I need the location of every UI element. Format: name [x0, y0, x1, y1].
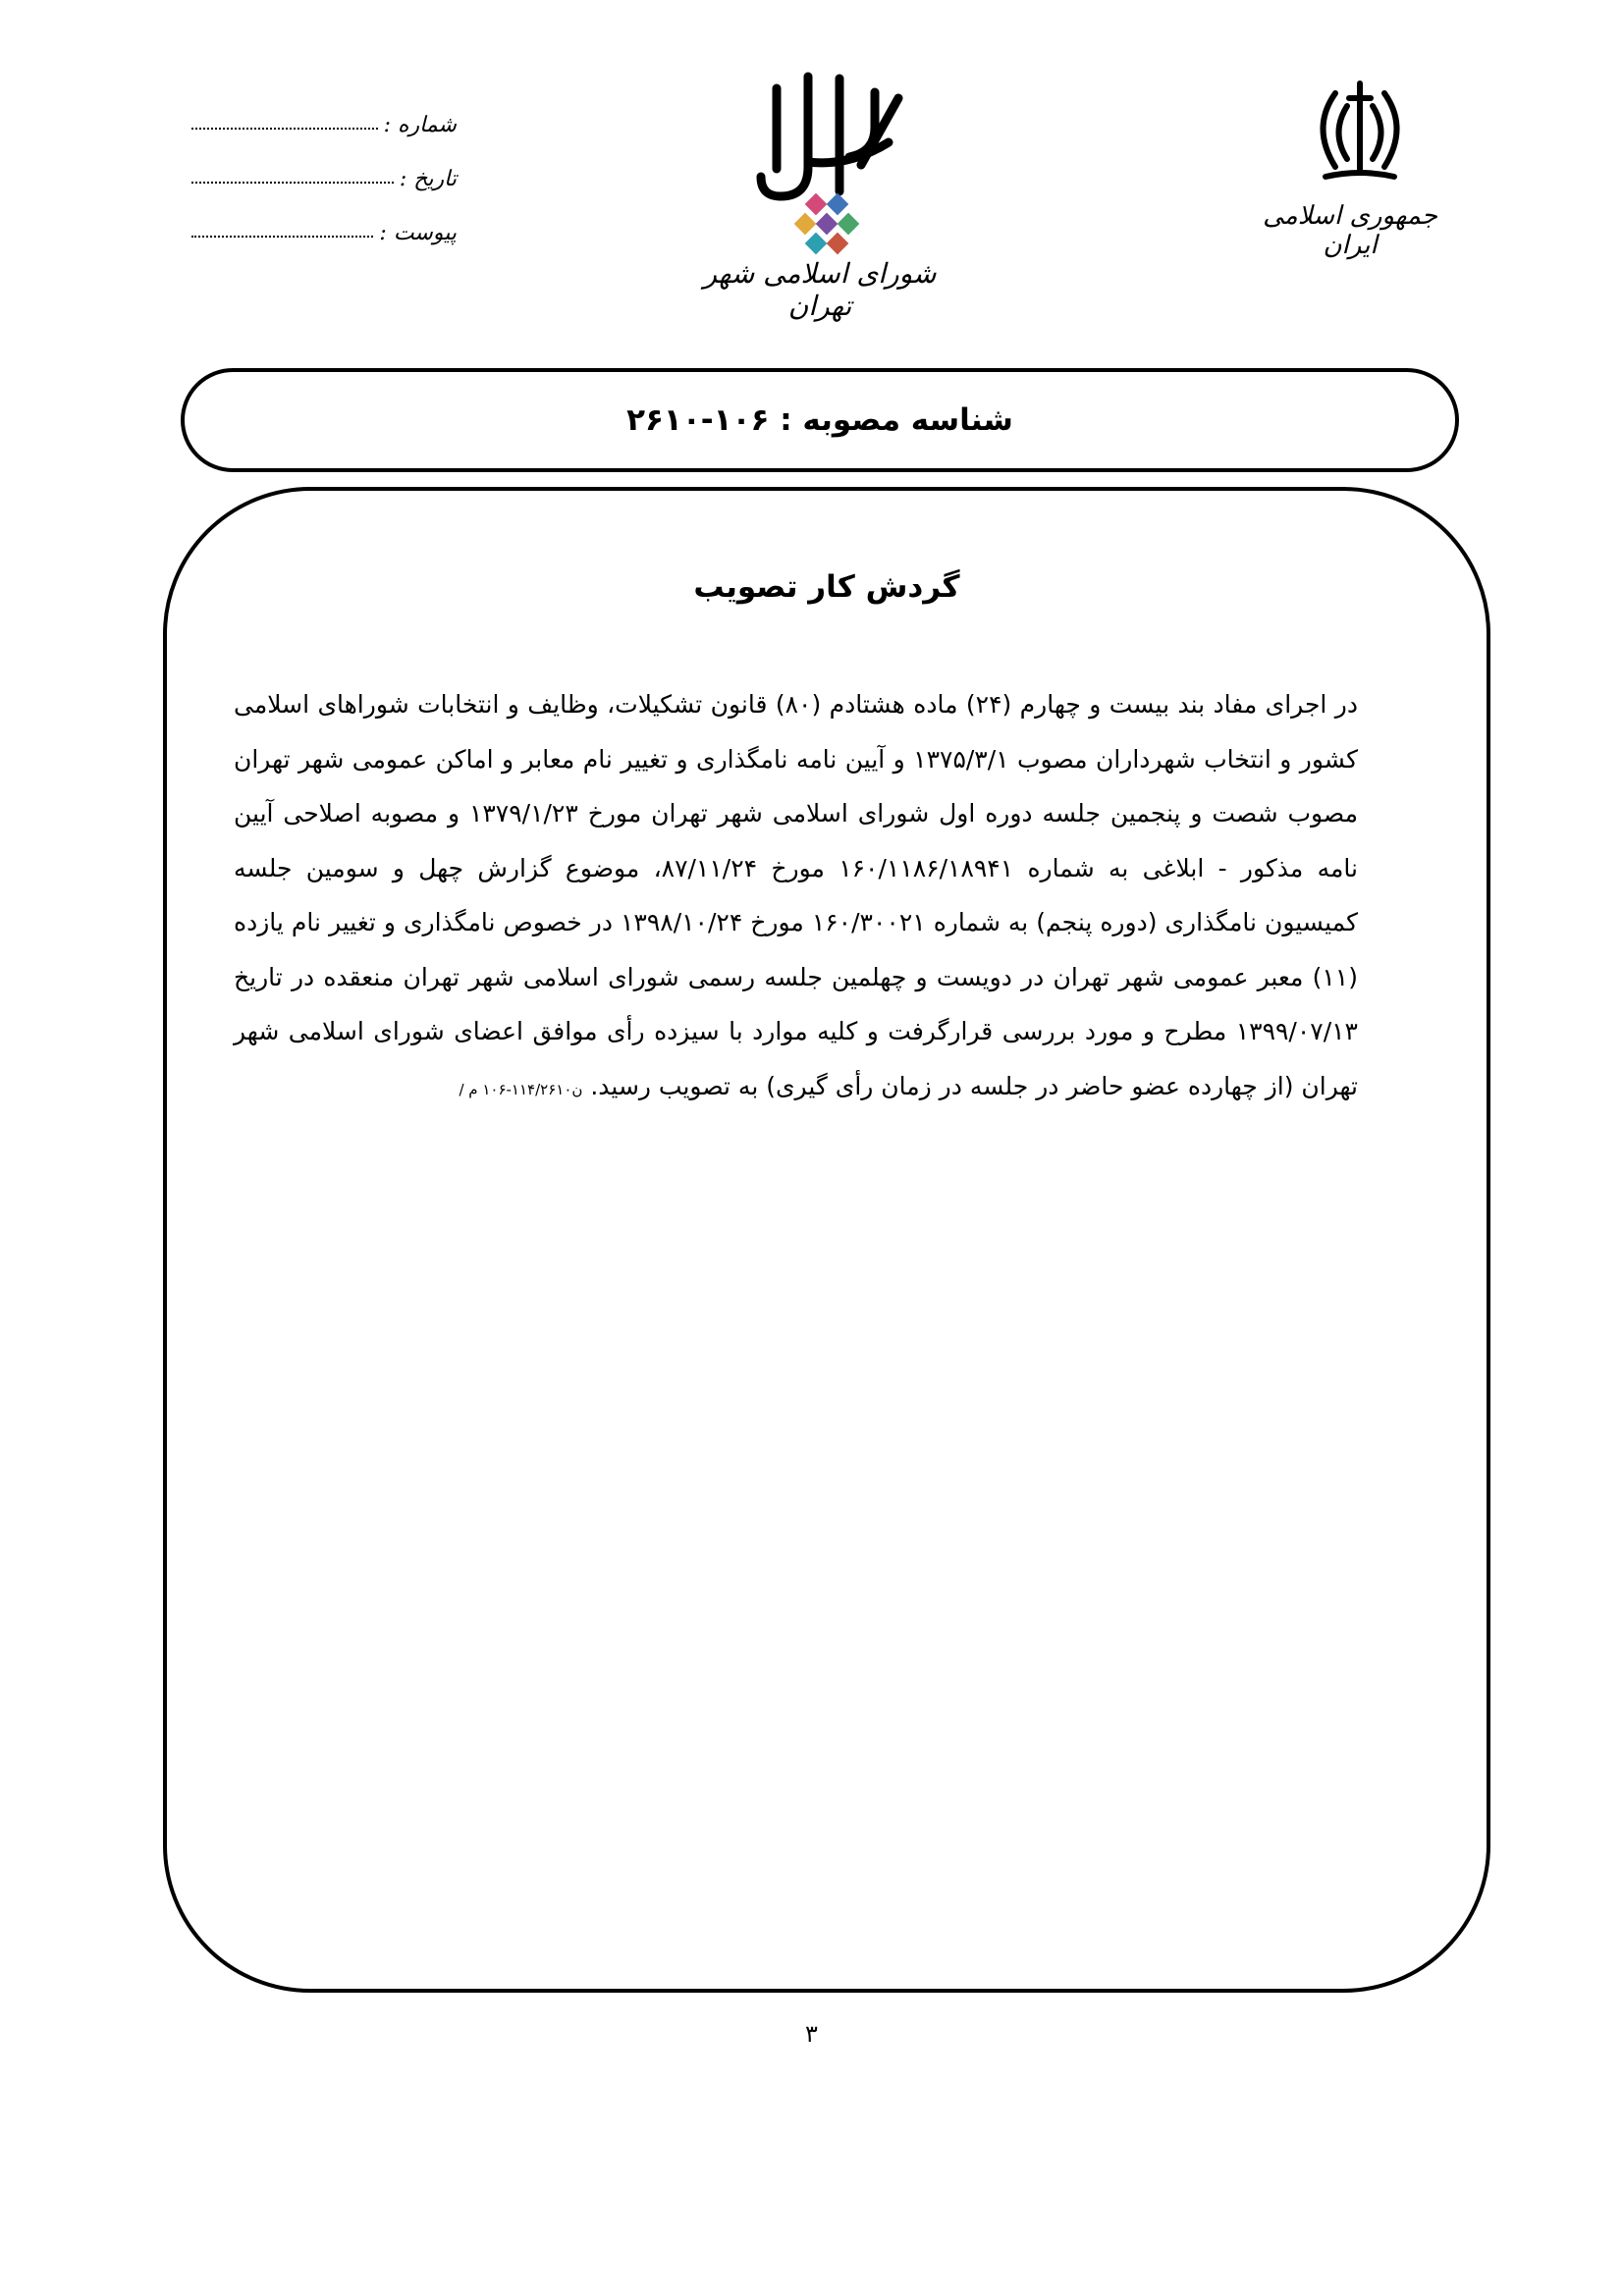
number-label: شماره :	[383, 113, 457, 137]
resolution-id: شناسه مصوبه : ۱۰۶-۲۶۱۰	[626, 402, 1013, 438]
attachment-dotted-line	[191, 235, 373, 238]
attachment-label: پیوست :	[379, 221, 457, 245]
date-dotted-line	[191, 181, 394, 184]
number-field	[191, 98, 457, 137]
page-number: ۳	[805, 2020, 818, 2048]
number-dotted-line	[191, 127, 378, 130]
national-emblem-icon	[1306, 79, 1414, 187]
attachment-field	[191, 206, 457, 245]
council-name: شورای اسلامی شهر تهران	[703, 257, 937, 322]
section-heading: گردش کار تصویب	[693, 569, 960, 605]
date-label: تاریخ :	[399, 167, 457, 191]
date-field	[191, 152, 457, 191]
country-name: جمهوری اسلامی ایران	[1263, 201, 1437, 260]
body-text: در اجرای مفاد بند بیست و چهارم (۲۴) ماده هشتادم (۸۰) قانون تشکیلات، وظایف و انتخابات شوراهای اسلامی کشور و انتخاب شهرداران مصوب ۱۳۷۵/۳/۱ و آیین نامه نامگذاری و تغییر نام معابر و اماکن عمومی شهر تهران مصوب شصت و پنجمین جلسه دوره اول شورای اسلامی شهر تهران مورخ ۱۳۷۹/۱/۲۳ و مصوبه اصلاحی آیین نامه مذکور - ابلاغی به شماره ۱۶۰/۱۱۸۶/۱۸۹۴۱ مورخ ۸۷/۱۱/۲۴، موضوع گزارش چهل و سومین جلسه کمیسیون نامگذاری (دوره پنجم) به شماره ۱۶۰/۳۰۰۲۱ مورخ ۱۳۹۸/۱۰/۲۴ در خصوص نامگذاری و تغییر نام یازده (۱۱) معبر عمومی شهر تهران در دویست و چهلمین جلسه رسمی شورای اسلامی شهر تهران منعقده در تاریخ ۱۳۹۹/۰۷/۱۳ مطرح و مورد بررسی قرارگرفت و کلیه موارد با سیزده رأی موافق اعضای شورای اسلامی شهر تهران (از چهارده عضو حاضر در جلسه در زمان رأی گیری) به تصویب رسید.	[234, 690, 1358, 1100]
reference-code: ن۱۱۴/۲۶۱۰-۱۰۶ م /	[459, 1080, 583, 1098]
body-paragraph	[234, 677, 1358, 1117]
resolution-id-box	[181, 368, 1459, 472]
